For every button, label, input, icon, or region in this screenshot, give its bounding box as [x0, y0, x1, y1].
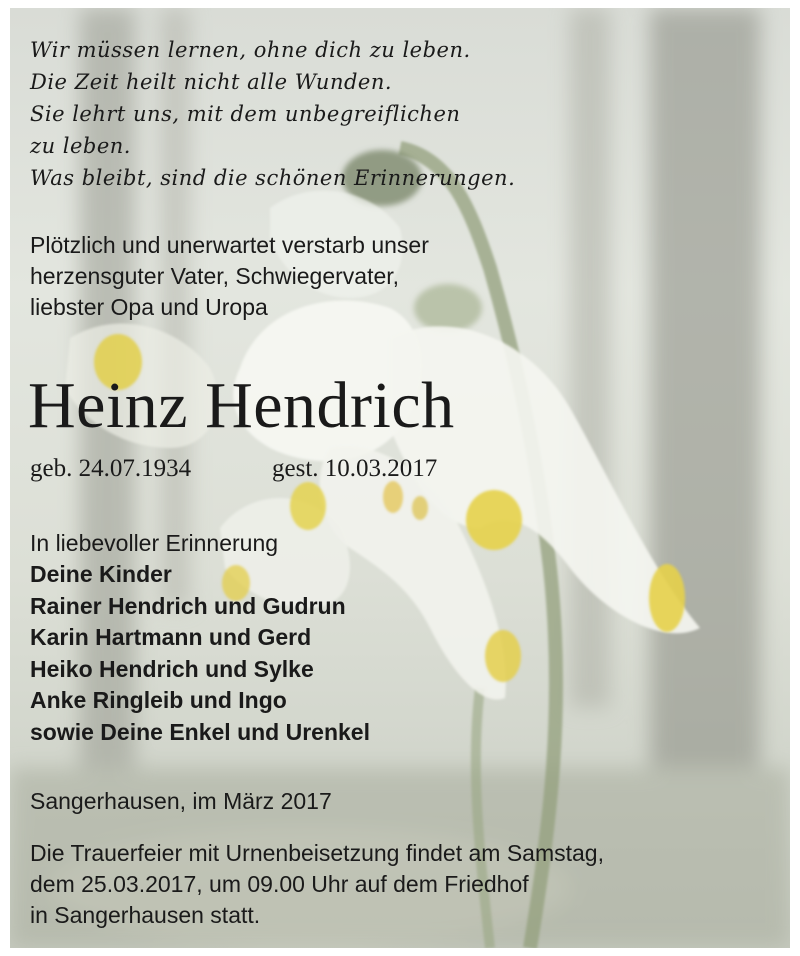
deceased-name: Heinz Hendrich [28, 369, 455, 442]
announcement-line: herzensguter Vater, Schwiegervater, [30, 263, 400, 289]
announcement-line: liebster Opa und Uropa [30, 294, 268, 320]
funeral-info [30, 838, 604, 931]
obituary-notice [10, 8, 790, 948]
funeral-info-line: dem 25.03.2017, um 09.00 Uhr auf dem Friedhof [30, 871, 529, 897]
announcement-line: Plötzlich und unerwartet verstarb unser [30, 232, 429, 258]
poem-line: zu leben. [30, 134, 131, 158]
funeral-info-line: Die Trauerfeier mit Urnenbeisetzung findet am Samstag, [30, 840, 604, 866]
notice-text [10, 8, 790, 948]
mourner-item: sowie Deine Enkel und Urenkel [30, 718, 370, 745]
death-date: gest. 10.03.2017 [272, 455, 438, 482]
funeral-info-line: in Sangerhausen statt. [30, 902, 261, 928]
poem [30, 34, 515, 194]
memory-intro: In liebevoller Erinnerung [30, 530, 279, 556]
mourner-item: Rainer Hendrich und Gudrun [30, 592, 346, 619]
place-and-date: Sangerhausen, im März 2017 [30, 788, 332, 814]
mourner-item: Karin Hartmann und Gerd [30, 624, 312, 650]
poem-line: Die Zeit heilt nicht alle Wunden. [30, 70, 393, 94]
death-announcement [30, 230, 429, 323]
poem-line: Was bleibt, sind die schönen Erinnerungen. [30, 166, 516, 190]
mourner-item: Anke Ringleib und Ingo [30, 687, 287, 713]
poem-line: Wir müssen lernen, ohne dich zu leben. [30, 38, 471, 62]
birth-date: geb. 24.07.1934 [30, 455, 192, 482]
mourner-item: Heiko Hendrich und Sylke [30, 655, 314, 682]
mourners-list [30, 559, 370, 748]
mourner-item: Deine Kinder [30, 561, 172, 587]
poem-line: Sie lehrt uns, mit dem unbegreiflichen [30, 102, 461, 126]
